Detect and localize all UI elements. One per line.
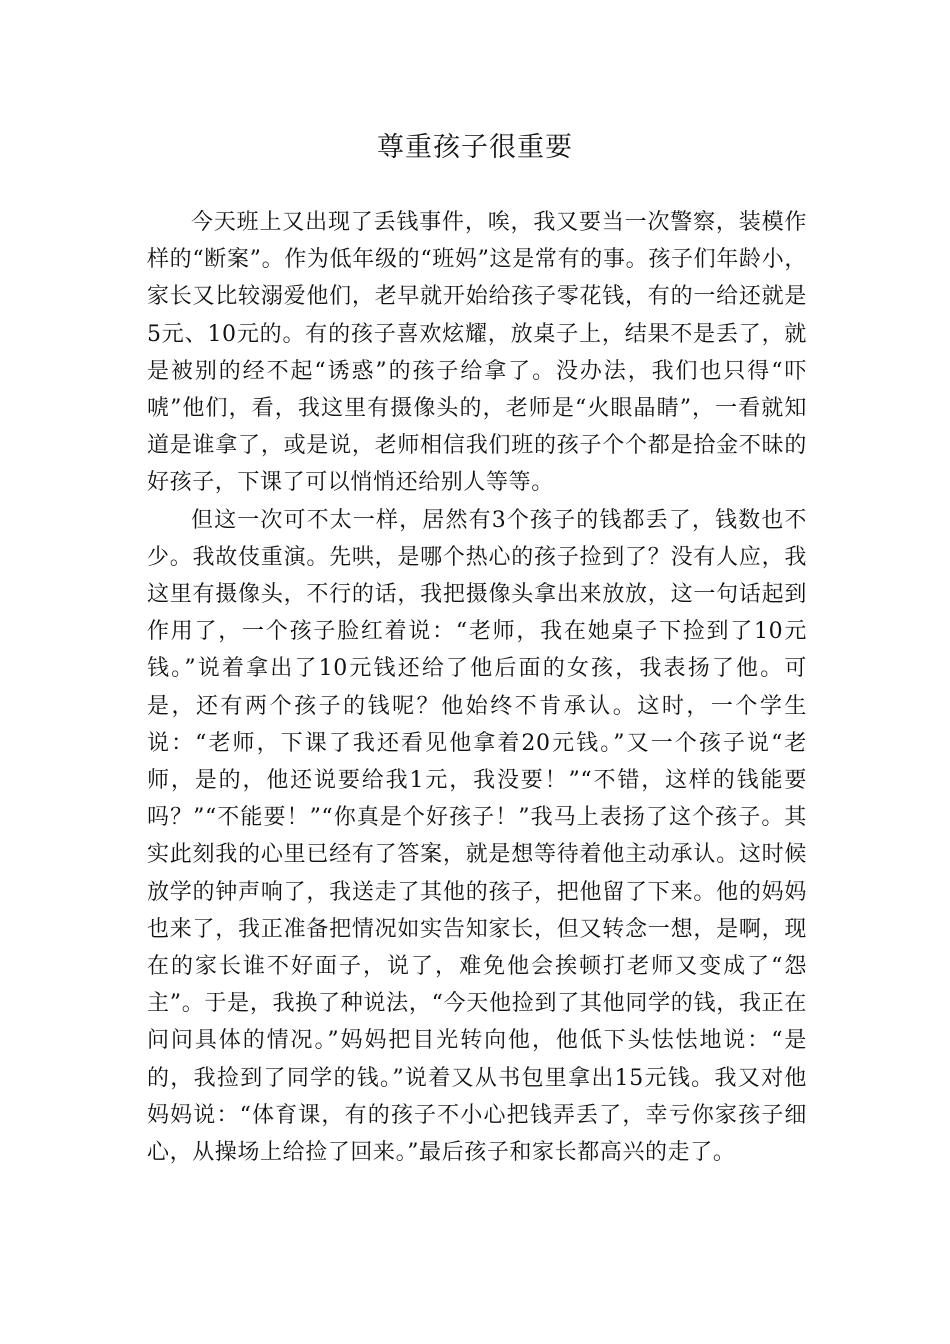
document-title: 尊重孩子很重要 (377, 132, 573, 163)
document-body (147, 204, 807, 1171)
paragraph-2: 但这一次可不太一样，居然有3个孩子的钱都丢了，钱数也不少。我故伎重演。先哄，是哪个热心的孩子捡到了？没有人应，我这里有摄像头，不行的话，我把摄像头拿出来放放，这一句话起到作用了，一个孩子脸红着说：“老师，我在她桌子下捡到了10元钱。”说着拿出了10元钱还给了他后面的女孩，我表扬了他。可是，还有两个孩子的钱呢？他始终不肯承认。这时，一个学生说：“老师，下课了我还看见他拿着20元钱。”又一个孩子说“老师，是的，他还说要给我1元，我没要！”“不错，这样的钱能要吗？”“不能要！”“你真是个好孩子！”我马上表扬了这个孩子。其实此刻我的心里已经有了答案，就是想等待着他主动承认。这时候放学的钟声响了，我送走了其他的孩子，把他留了下来。他的妈妈也来了，我正准备把情况如实告知家长，但又转念一想，是啊，现在的家长谁不好面子，说了，难免他会挨顿打老师又变成了“怨主”。于是，我换了种说法，“今天他捡到了其他同学的钱，我正在问问具体的情况。”妈妈把目光转向他，他低下头怯怯地说：“是的，我捡到了同学的钱。”说着又从书包里拿出15元钱。我又对他妈妈说：“体育课，有的孩子不小心把钱弄丢了，幸亏你家孩子细心，从操场上给捡了回来。”最后孩子和家长都高兴的走了。 (147, 507, 807, 1166)
paragraph-1: 今天班上又出现了丢钱事件，唉，我又要当一次警察，装模作样的“断案”。作为低年级的“班妈”这是常有的事。孩子们年龄小，家长又比较溺爱他们，老早就开始给孩子零花钱，有的一给还就是5元、10元的。有的孩子喜欢炫耀，放桌子上，结果不是丢了，就是被别的经不起“诱惑”的孩子给拿了。没办法，我们也只得“吓唬”他们，看，我这里有摄像头的，老师是“火眼晶睛”，一看就知道是谁拿了，或是说，老师相信我们班的孩子个个都是拾金不昧的好孩子，下课了可以悄悄还给别人等等。 (147, 210, 807, 496)
